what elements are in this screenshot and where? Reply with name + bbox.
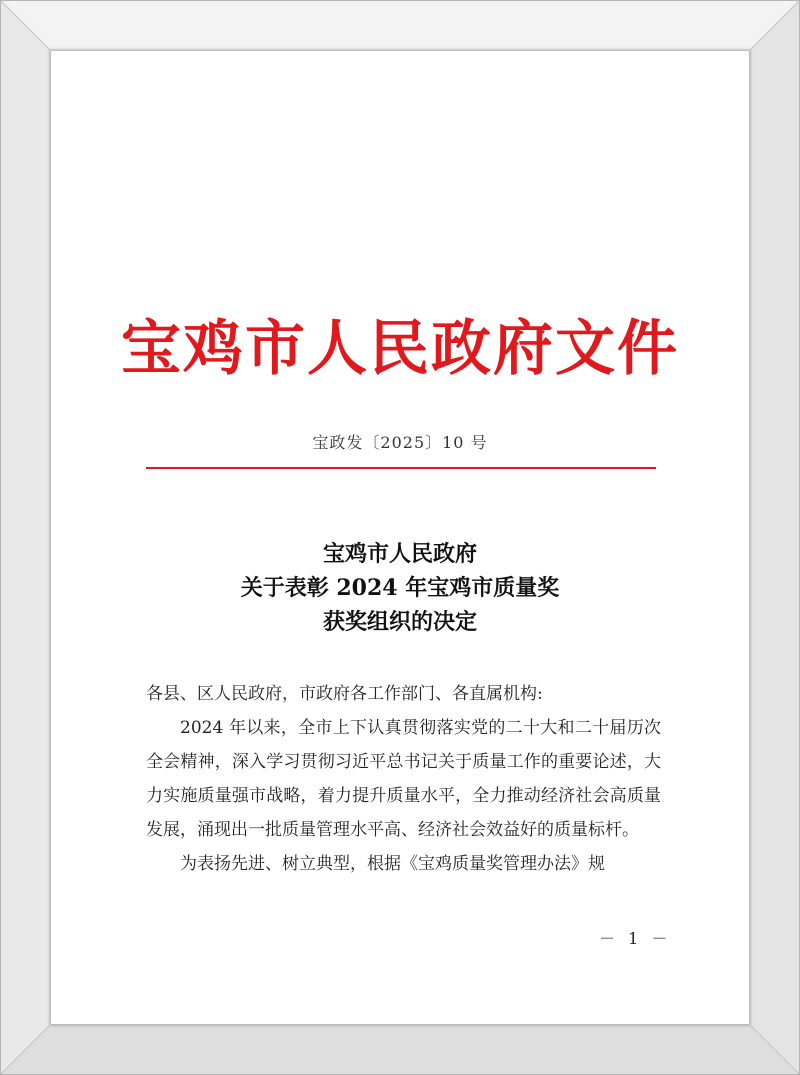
body-paragraph: 2024 年以来，全市上下认真贯彻落实党的二十大和二十届历次全会精神，深入学习贯彻习近平总书记关于质量工作的重要论述，大力实施质量强市战略，着力提升质量水平，全力推动经济社会高质量发展，涌现出一批质量管理水平高、经济社会效益好的质量标杆。 (146, 718, 661, 840)
title-line: 宝鸡市人民政府 (322, 541, 477, 567)
document-body (146, 677, 661, 881)
page-number: － 1 － (599, 929, 672, 948)
document-title (51, 537, 749, 639)
title-line: 获奖组织的决定 (322, 609, 477, 635)
body-paragraph: 为表扬先进、树立典型，根据《宝鸡质量奖管理办法》规 (180, 854, 605, 874)
title-line: 关于表彰 2024 年宝鸡市质量奖 (240, 575, 560, 601)
document-page (51, 51, 749, 1024)
salutation: 各县、区人民政府，市政府各工作部门、各直属机构: (146, 684, 543, 704)
red-separator-line (146, 467, 656, 469)
document-masthead: 宝鸡市人民政府文件 (121, 314, 679, 384)
document-number: 宝政发〔2025〕10 号 (312, 433, 488, 452)
